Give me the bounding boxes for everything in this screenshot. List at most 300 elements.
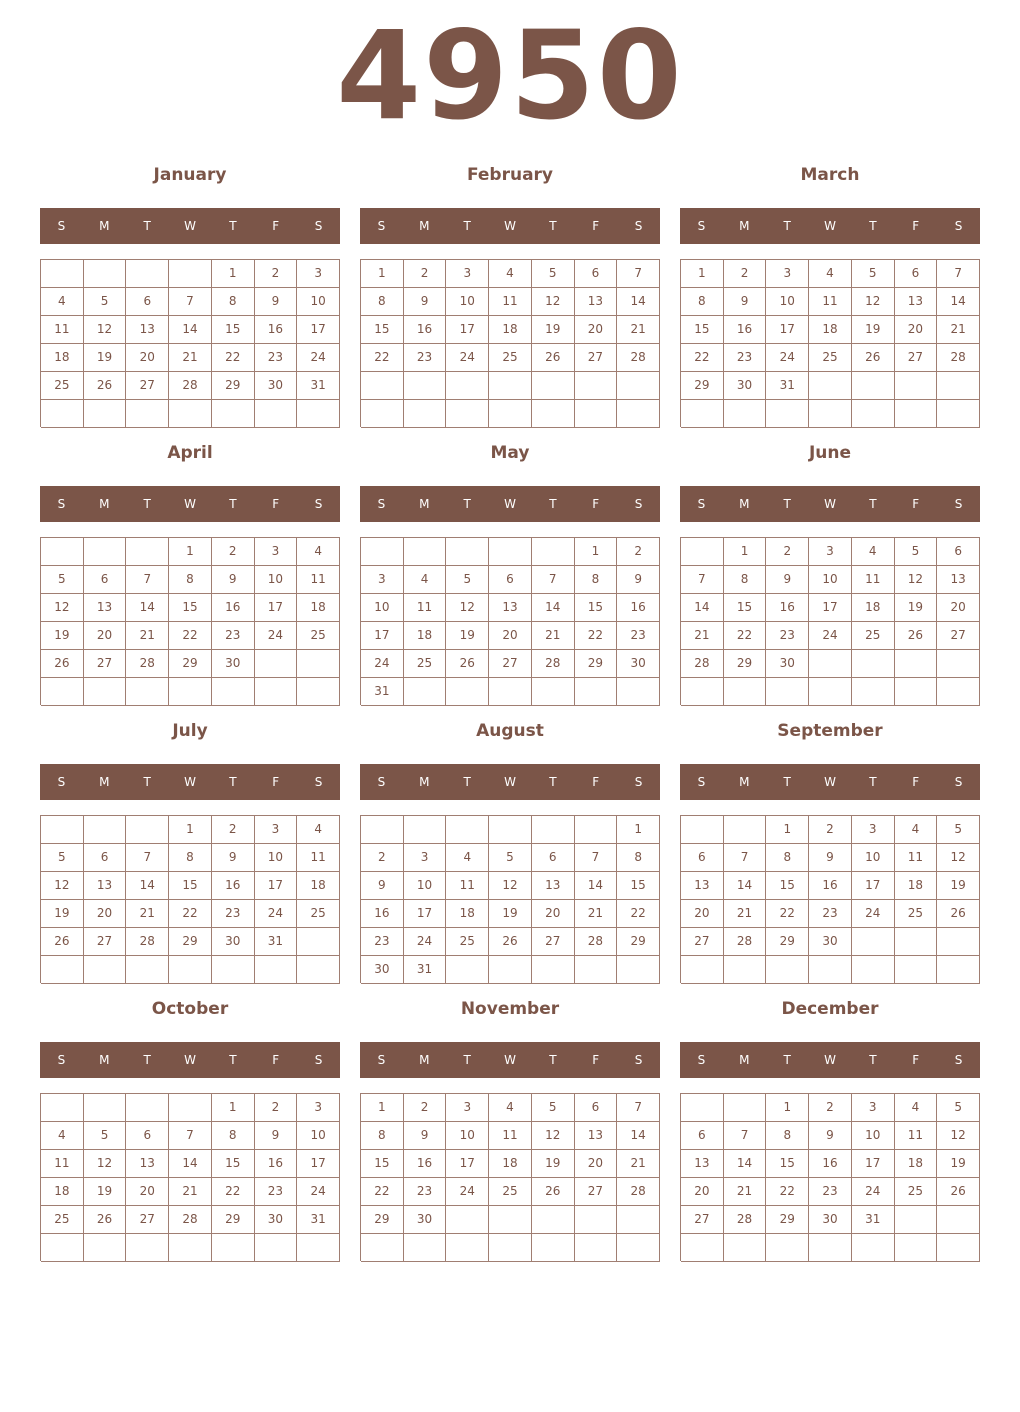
day-cell (532, 400, 575, 428)
day-cell (766, 400, 809, 428)
day-cell: 5 (84, 288, 127, 316)
month-may (360, 438, 660, 698)
day-cell: 3 (361, 566, 404, 594)
day-cell: 13 (575, 1122, 618, 1150)
day-cell: 29 (212, 372, 255, 400)
day-cell: 15 (681, 316, 724, 344)
weekday-label: T (143, 775, 151, 789)
day-cell: 6 (575, 260, 618, 288)
day-cell: 26 (895, 622, 938, 650)
month-title: April (167, 443, 213, 463)
weekday-label: F (912, 497, 920, 511)
weekday-label: M (419, 219, 430, 233)
day-cell: 14 (617, 1122, 660, 1150)
day-cell (489, 538, 532, 566)
day-cell: 30 (617, 650, 660, 678)
day-cell (489, 372, 532, 400)
day-cell (297, 400, 340, 428)
day-cell: 26 (84, 372, 127, 400)
day-cell: 7 (617, 260, 660, 288)
day-cell: 8 (681, 288, 724, 316)
day-cell (404, 400, 447, 428)
day-cell: 10 (361, 594, 404, 622)
day-cell: 22 (617, 900, 660, 928)
day-cell: 22 (212, 1178, 255, 1206)
weekday-header (680, 1042, 980, 1078)
day-cell: 21 (617, 1150, 660, 1178)
day-cell: 16 (724, 316, 767, 344)
day-cell: 27 (937, 622, 980, 650)
month-november (360, 994, 660, 1254)
day-cell (895, 650, 938, 678)
weekday-label: T (463, 219, 471, 233)
day-grid (360, 815, 660, 983)
weekday-label: T (143, 1053, 151, 1067)
day-cell: 24 (809, 622, 852, 650)
day-cell (724, 1234, 767, 1262)
day-cell: 1 (575, 538, 618, 566)
day-cell: 7 (617, 1094, 660, 1122)
day-grid (40, 259, 340, 427)
day-cell (169, 1094, 212, 1122)
day-cell: 21 (575, 900, 618, 928)
month-title: October (151, 999, 229, 1019)
day-cell (895, 678, 938, 706)
day-cell: 17 (446, 316, 489, 344)
day-cell (681, 538, 724, 566)
day-cell: 17 (809, 594, 852, 622)
day-cell: 16 (809, 872, 852, 900)
day-cell: 12 (532, 1122, 575, 1150)
day-cell: 16 (255, 1150, 298, 1178)
weekday-label: F (592, 1053, 600, 1067)
day-cell: 4 (446, 844, 489, 872)
day-cell (297, 956, 340, 984)
weekday-label: T (229, 219, 237, 233)
day-cell (361, 372, 404, 400)
day-cell: 19 (41, 622, 84, 650)
day-cell: 14 (169, 316, 212, 344)
day-cell (446, 1206, 489, 1234)
day-cell: 3 (446, 260, 489, 288)
day-cell: 26 (446, 650, 489, 678)
day-cell: 12 (937, 1122, 980, 1150)
day-cell (937, 928, 980, 956)
day-cell: 5 (937, 816, 980, 844)
day-cell: 28 (937, 344, 980, 372)
day-cell: 18 (489, 1150, 532, 1178)
day-cell: 30 (255, 372, 298, 400)
day-cell (895, 1206, 938, 1234)
day-cell: 27 (681, 1206, 724, 1234)
day-cell: 16 (766, 594, 809, 622)
day-cell (852, 928, 895, 956)
day-cell (212, 956, 255, 984)
weekday-label: W (824, 775, 836, 789)
day-cell (852, 1234, 895, 1262)
day-cell: 5 (41, 566, 84, 594)
day-cell: 17 (852, 1150, 895, 1178)
day-cell: 25 (41, 1206, 84, 1234)
day-cell (937, 678, 980, 706)
day-cell (617, 1206, 660, 1234)
day-cell: 4 (404, 566, 447, 594)
day-cell (937, 1234, 980, 1262)
day-cell: 17 (297, 1150, 340, 1178)
weekday-label: S (57, 497, 66, 511)
day-cell (617, 956, 660, 984)
weekday-label: S (314, 1053, 323, 1067)
day-grid (680, 259, 980, 427)
day-cell: 25 (446, 928, 489, 956)
weekday-label: S (697, 775, 706, 789)
day-cell: 14 (169, 1150, 212, 1178)
day-cell: 13 (126, 316, 169, 344)
weekday-label: T (869, 1053, 877, 1067)
day-cell: 18 (41, 344, 84, 372)
day-cell (126, 956, 169, 984)
day-cell: 27 (575, 344, 618, 372)
day-cell (41, 1094, 84, 1122)
day-cell: 19 (84, 344, 127, 372)
day-cell (724, 400, 767, 428)
weekday-label: S (634, 219, 643, 233)
day-cell: 3 (766, 260, 809, 288)
day-cell: 30 (212, 650, 255, 678)
day-cell (809, 650, 852, 678)
day-cell: 6 (84, 566, 127, 594)
day-cell (489, 678, 532, 706)
day-cell (361, 400, 404, 428)
day-cell: 26 (489, 928, 532, 956)
day-cell: 30 (809, 1206, 852, 1234)
weekday-label: T (549, 1053, 557, 1067)
day-cell (809, 1234, 852, 1262)
day-cell (446, 816, 489, 844)
day-cell (575, 400, 618, 428)
day-cell (681, 1234, 724, 1262)
weekday-label: W (184, 1053, 196, 1067)
day-cell: 27 (126, 1206, 169, 1234)
day-cell (41, 1234, 84, 1262)
day-cell: 29 (575, 650, 618, 678)
day-cell: 24 (361, 650, 404, 678)
weekday-header (680, 486, 980, 522)
weekday-label: T (229, 1053, 237, 1067)
day-cell: 25 (489, 344, 532, 372)
day-cell (575, 372, 618, 400)
day-cell (446, 372, 489, 400)
day-cell: 30 (809, 928, 852, 956)
day-cell: 4 (895, 816, 938, 844)
weekday-label: M (99, 775, 110, 789)
weekday-label: T (869, 219, 877, 233)
day-cell: 23 (404, 344, 447, 372)
day-cell: 17 (255, 594, 298, 622)
day-cell: 13 (84, 594, 127, 622)
day-cell: 22 (681, 344, 724, 372)
day-cell: 22 (361, 344, 404, 372)
weekday-label: T (869, 775, 877, 789)
weekday-label: W (504, 497, 516, 511)
day-cell: 1 (766, 1094, 809, 1122)
day-cell (255, 956, 298, 984)
day-cell: 1 (169, 816, 212, 844)
day-cell (169, 1234, 212, 1262)
year-title: 4950 (336, 5, 684, 147)
weekday-label: T (463, 775, 471, 789)
day-cell: 25 (297, 900, 340, 928)
weekday-label: T (143, 497, 151, 511)
day-cell: 13 (681, 1150, 724, 1178)
day-cell: 28 (724, 928, 767, 956)
day-cell: 30 (724, 372, 767, 400)
day-cell: 24 (255, 622, 298, 650)
day-cell (41, 956, 84, 984)
weekday-label: T (229, 775, 237, 789)
day-cell: 1 (766, 816, 809, 844)
weekday-header (40, 486, 340, 522)
day-cell: 21 (724, 900, 767, 928)
day-cell: 2 (724, 260, 767, 288)
day-cell: 4 (809, 260, 852, 288)
day-grid (680, 815, 980, 983)
weekday-label: F (272, 219, 280, 233)
day-cell (575, 1206, 618, 1234)
day-cell: 13 (937, 566, 980, 594)
day-cell: 10 (852, 1122, 895, 1150)
day-cell (41, 400, 84, 428)
month-january (40, 160, 340, 420)
day-cell: 23 (809, 900, 852, 928)
day-cell (681, 956, 724, 984)
day-cell: 22 (724, 622, 767, 650)
day-cell: 24 (297, 344, 340, 372)
weekday-label: M (99, 219, 110, 233)
day-cell: 27 (126, 372, 169, 400)
month-title: July (172, 721, 208, 741)
weekday-header (360, 486, 660, 522)
day-cell: 23 (404, 1178, 447, 1206)
day-cell: 16 (809, 1150, 852, 1178)
day-cell: 18 (297, 594, 340, 622)
day-grid (40, 537, 340, 705)
day-cell: 22 (361, 1178, 404, 1206)
day-cell (446, 678, 489, 706)
day-cell: 24 (446, 344, 489, 372)
weekday-label: S (697, 219, 706, 233)
day-cell (532, 816, 575, 844)
day-cell: 11 (446, 872, 489, 900)
day-cell: 3 (852, 1094, 895, 1122)
day-cell: 27 (84, 928, 127, 956)
weekday-header (40, 208, 340, 244)
weekday-label: S (954, 497, 963, 511)
day-cell: 1 (212, 260, 255, 288)
weekday-label: F (272, 1053, 280, 1067)
day-cell (852, 372, 895, 400)
day-cell: 8 (617, 844, 660, 872)
day-cell: 3 (809, 538, 852, 566)
day-cell (404, 678, 447, 706)
day-cell: 29 (617, 928, 660, 956)
day-cell (361, 1234, 404, 1262)
day-cell (84, 1094, 127, 1122)
day-cell: 7 (169, 288, 212, 316)
day-cell: 20 (575, 316, 618, 344)
day-cell (532, 372, 575, 400)
day-cell: 6 (532, 844, 575, 872)
month-title: May (490, 443, 530, 463)
day-cell (41, 678, 84, 706)
day-grid (40, 1093, 340, 1261)
day-cell: 14 (681, 594, 724, 622)
day-cell: 20 (681, 900, 724, 928)
weekday-header (360, 1042, 660, 1078)
day-cell (169, 400, 212, 428)
day-cell: 31 (297, 372, 340, 400)
day-cell (361, 816, 404, 844)
day-cell: 11 (41, 316, 84, 344)
day-cell: 17 (446, 1150, 489, 1178)
day-cell: 10 (255, 844, 298, 872)
day-cell: 9 (255, 288, 298, 316)
weekday-header (680, 764, 980, 800)
day-cell: 29 (724, 650, 767, 678)
day-cell (446, 956, 489, 984)
day-cell: 9 (724, 288, 767, 316)
day-cell: 21 (681, 622, 724, 650)
day-cell: 8 (169, 844, 212, 872)
day-cell: 29 (169, 650, 212, 678)
day-cell (532, 1234, 575, 1262)
weekday-label: F (912, 1053, 920, 1067)
day-cell: 1 (361, 260, 404, 288)
day-cell: 15 (575, 594, 618, 622)
day-cell (84, 956, 127, 984)
day-cell: 21 (169, 344, 212, 372)
day-cell (617, 400, 660, 428)
weekday-label: T (229, 497, 237, 511)
day-cell (446, 400, 489, 428)
day-cell: 15 (766, 1150, 809, 1178)
day-cell (446, 538, 489, 566)
weekday-label: W (504, 1053, 516, 1067)
day-cell: 12 (41, 872, 84, 900)
day-cell: 24 (255, 900, 298, 928)
day-cell (532, 678, 575, 706)
weekday-label: W (184, 497, 196, 511)
weekday-header (680, 208, 980, 244)
day-cell: 17 (255, 872, 298, 900)
day-cell: 30 (212, 928, 255, 956)
day-cell: 14 (126, 872, 169, 900)
month-title: December (781, 999, 879, 1019)
day-cell (84, 1234, 127, 1262)
day-cell: 10 (852, 844, 895, 872)
day-cell: 7 (681, 566, 724, 594)
day-cell (84, 816, 127, 844)
day-cell (404, 816, 447, 844)
day-cell: 19 (532, 1150, 575, 1178)
day-cell: 11 (404, 594, 447, 622)
day-cell: 25 (895, 1178, 938, 1206)
day-grid (40, 815, 340, 983)
weekday-label: T (549, 775, 557, 789)
day-cell (937, 1206, 980, 1234)
day-cell: 11 (489, 1122, 532, 1150)
day-cell: 20 (575, 1150, 618, 1178)
day-cell: 26 (937, 900, 980, 928)
day-cell: 29 (361, 1206, 404, 1234)
day-cell: 31 (766, 372, 809, 400)
day-cell (84, 400, 127, 428)
day-cell: 9 (255, 1122, 298, 1150)
day-cell: 12 (84, 316, 127, 344)
day-grid (680, 1093, 980, 1261)
day-cell: 7 (724, 844, 767, 872)
day-cell: 22 (212, 344, 255, 372)
day-cell: 17 (852, 872, 895, 900)
weekday-label: M (739, 497, 750, 511)
weekday-label: T (783, 775, 791, 789)
day-cell (895, 956, 938, 984)
day-cell (212, 400, 255, 428)
day-cell (489, 1234, 532, 1262)
day-cell (681, 400, 724, 428)
day-cell: 25 (895, 900, 938, 928)
day-cell (126, 260, 169, 288)
day-cell: 31 (255, 928, 298, 956)
day-cell: 2 (255, 260, 298, 288)
weekday-label: T (783, 1053, 791, 1067)
day-cell: 2 (809, 1094, 852, 1122)
day-cell: 24 (297, 1178, 340, 1206)
month-title: August (476, 721, 544, 741)
day-cell: 16 (212, 872, 255, 900)
day-cell: 5 (41, 844, 84, 872)
day-cell: 30 (255, 1206, 298, 1234)
day-cell: 12 (532, 288, 575, 316)
day-cell: 28 (724, 1206, 767, 1234)
day-cell: 5 (937, 1094, 980, 1122)
day-cell: 14 (575, 872, 618, 900)
day-cell (297, 650, 340, 678)
day-grid (360, 537, 660, 705)
day-cell: 21 (126, 622, 169, 650)
day-cell (84, 260, 127, 288)
day-cell (255, 400, 298, 428)
day-cell: 25 (41, 372, 84, 400)
day-cell (766, 1234, 809, 1262)
weekday-label: T (783, 497, 791, 511)
month-december (680, 994, 980, 1254)
day-cell: 2 (361, 844, 404, 872)
day-cell: 16 (212, 594, 255, 622)
day-cell: 7 (169, 1122, 212, 1150)
day-cell: 20 (126, 344, 169, 372)
weekday-label: S (954, 219, 963, 233)
day-cell (169, 956, 212, 984)
day-cell: 16 (404, 316, 447, 344)
day-cell (766, 678, 809, 706)
day-cell: 22 (169, 900, 212, 928)
day-cell: 26 (937, 1178, 980, 1206)
day-cell: 15 (361, 316, 404, 344)
day-cell: 30 (361, 956, 404, 984)
day-cell: 8 (361, 288, 404, 316)
weekday-label: S (314, 219, 323, 233)
